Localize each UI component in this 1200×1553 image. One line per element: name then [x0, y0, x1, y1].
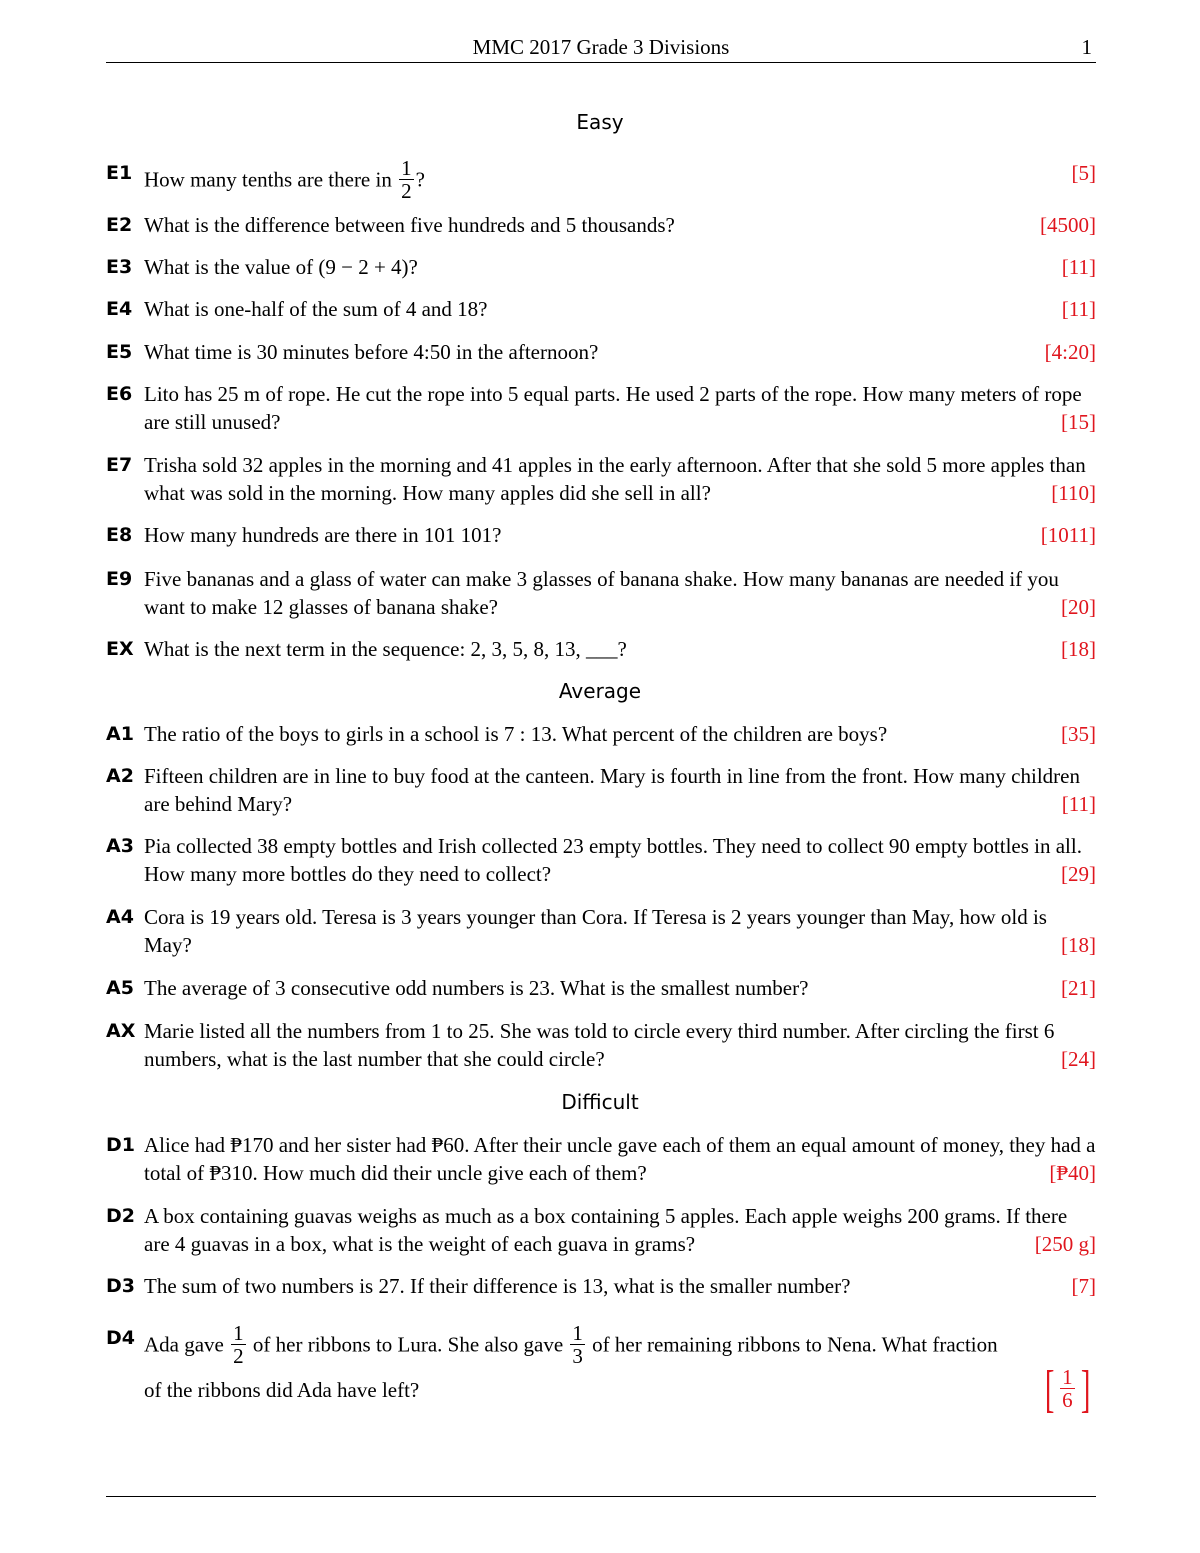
- answer: [35]: [1061, 722, 1096, 746]
- question-label: AX: [106, 1020, 136, 1042]
- page-header: [106, 34, 1096, 60]
- fraction-denominator: 2: [401, 179, 412, 203]
- answer: [4:20]: [1044, 340, 1096, 364]
- question-e9: [106, 565, 1096, 621]
- question-text: Trisha sold 32 apples in the morning and 41 apples in the early afternoon. After that she sold 5 more apples than what was sold in the morning. How many apples did she sell in all?: [144, 453, 1086, 505]
- question-text: Pia collected 38 empty bottles and Irish collected 23 empty bottles. They need to collect 90 empty bottles in all. How many more bottles do they need to collect?: [144, 834, 1082, 886]
- page-number: 1: [1081, 35, 1092, 59]
- fraction-denominator: 3: [572, 1344, 583, 1368]
- question-text: Fifteen children are in line to buy food at the canteen. Mary is fourth in line from the front. How many children are behind Mary?: [144, 764, 1080, 816]
- question-a2: [106, 762, 1096, 818]
- question-text: What is the difference between five hundreds and 5 thousands?: [144, 213, 675, 237]
- answer: [7]: [1071, 1274, 1096, 1298]
- footer-rule: [106, 1496, 1096, 1497]
- question-d4: [106, 1321, 1096, 1424]
- answer: [110]: [1051, 481, 1096, 505]
- question-label: E2: [106, 214, 133, 236]
- question-a5: [106, 974, 1096, 1002]
- question-text: Alice had ₱170 and her sister had ₱60. After their uncle gave each of them an equal amount of money, they had a total of ₱310. How much did their uncle give each of them?: [144, 1133, 1096, 1185]
- answer: [1011]: [1040, 523, 1096, 547]
- question-text: The sum of two numbers is 27. If their difference is 13, what is the smaller number?: [144, 1274, 851, 1298]
- question-label: E4: [106, 298, 133, 320]
- fraction-numerator: 1: [572, 1321, 583, 1345]
- question-label: EX: [106, 638, 134, 660]
- question-text: What is one-half of the sum of 4 and 18?: [144, 297, 488, 321]
- question-label: E1: [106, 162, 133, 184]
- question-label: D2: [106, 1205, 135, 1227]
- question-e2: [106, 211, 1096, 239]
- answer: [5]: [1071, 161, 1096, 185]
- fraction: [570, 1322, 585, 1367]
- question-label: A5: [106, 977, 134, 999]
- answer: [4500]: [1040, 213, 1096, 237]
- question-label: E3: [106, 256, 133, 278]
- question-a3: [106, 832, 1096, 888]
- fraction-numerator: 1: [1062, 1364, 1073, 1389]
- answer: [24]: [1061, 1047, 1096, 1071]
- question-text-part1: Ada gave: [144, 1332, 230, 1357]
- question-label: E6: [106, 383, 133, 405]
- question-a1: [106, 720, 1096, 748]
- answer: [11]: [1061, 297, 1096, 321]
- question-label: A2: [106, 765, 134, 787]
- fraction: [231, 1322, 246, 1367]
- question-label: E9: [106, 568, 133, 590]
- question-a4: [106, 903, 1096, 959]
- section-heading-average: Average: [558, 679, 642, 703]
- left-bracket-icon: [: [1044, 1361, 1055, 1418]
- question-text: The average of 3 consecutive odd numbers is 23. What is the smallest number?: [144, 976, 809, 1000]
- question-text-line2: of the ribbons did Ada have left?: [144, 1378, 420, 1402]
- question-e1: [106, 156, 1096, 204]
- answer: [18]: [1061, 637, 1096, 661]
- question-text: Five bananas and a glass of water can make 3 glasses of banana shake. How many bananas are needed if you want to make 12 glasses of banana shake?: [144, 567, 1059, 619]
- answer: [11]: [1061, 792, 1096, 816]
- right-bracket-icon: ]: [1080, 1361, 1091, 1418]
- question-e8: [106, 521, 1096, 549]
- question-text: What is the next term in the sequence: 2, 3, 5, 8, 13, ___?: [144, 637, 627, 661]
- document-title: MMC 2017 Grade 3 Divisions: [472, 35, 730, 59]
- answer: [1041, 1361, 1094, 1418]
- question-text-part3: of her remaining ribbons to Nena. What fraction: [586, 1332, 998, 1357]
- answer: [11]: [1061, 255, 1096, 279]
- answer: [₱40]: [1049, 1161, 1096, 1185]
- question-label: D1: [106, 1134, 135, 1156]
- answer-fraction: [1060, 1366, 1075, 1411]
- answer: [29]: [1061, 862, 1096, 886]
- question-label: E8: [106, 524, 133, 546]
- question-label: E7: [106, 454, 133, 476]
- fraction: [399, 157, 414, 202]
- question-d1: [106, 1131, 1096, 1187]
- answer: [250 g]: [1034, 1232, 1096, 1256]
- question-e5: [106, 338, 1096, 366]
- section-heading-difficult: Difficult: [561, 1090, 639, 1114]
- question-text: How many hundreds are there in 101 101?: [144, 523, 502, 547]
- question-e4: [106, 295, 1096, 323]
- answer: [18]: [1061, 933, 1096, 957]
- question-e7: [106, 451, 1096, 507]
- question-label: D4: [106, 1327, 135, 1349]
- fraction-denominator: 6: [1062, 1387, 1073, 1412]
- question-ex: [106, 635, 1096, 663]
- question-text: What time is 30 minutes before 4:50 in the afternoon?: [144, 340, 599, 364]
- question-text: A box containing guavas weighs as much as a box containing 5 apples. Each apple weighs 200 grams. If there are 4 guavas in a box, what is the weight of each guava in grams?: [144, 1204, 1068, 1256]
- answer: [15]: [1061, 410, 1096, 434]
- question-text: How many tenths are there in: [144, 167, 398, 192]
- question-d2: [106, 1202, 1096, 1258]
- section-heading-easy: Easy: [576, 110, 624, 134]
- fraction-denominator: 2: [233, 1344, 244, 1368]
- question-ax: [106, 1017, 1096, 1073]
- question-text: Cora is 19 years old. Teresa is 3 years younger than Cora. If Teresa is 2 years younger than May, how old is May?: [144, 905, 1047, 957]
- question-text-end: ?: [415, 167, 425, 192]
- question-label: E5: [106, 341, 133, 363]
- answer: [21]: [1061, 976, 1096, 1000]
- answer: [20]: [1061, 595, 1096, 619]
- question-d3: [106, 1272, 1096, 1300]
- question-label: A3: [106, 835, 134, 857]
- fraction-numerator: 1: [401, 156, 412, 180]
- question-text: Lito has 25 m of rope. He cut the rope into 5 equal parts. He used 2 parts of the rope. How many meters of rope are still unused?: [144, 382, 1082, 434]
- question-text: Marie listed all the numbers from 1 to 25. She was told to circle every third number. After circling the first 6 numbers, what is the last number that she could circle?: [144, 1019, 1055, 1071]
- fraction-numerator: 1: [233, 1321, 244, 1345]
- question-e3: [106, 253, 1096, 281]
- question-label: A4: [106, 906, 134, 928]
- question-text: What is the value of (9 − 2 + 4)?: [144, 255, 418, 279]
- question-label: A1: [106, 723, 134, 745]
- question-label: D3: [106, 1275, 135, 1297]
- header-rule: [106, 62, 1096, 63]
- question-text-part2: of her ribbons to Lura. She also gave: [247, 1332, 569, 1357]
- question-e6: [106, 380, 1096, 436]
- question-text: The ratio of the boys to girls in a school is 7 : 13. What percent of the children are boys?: [144, 722, 888, 746]
